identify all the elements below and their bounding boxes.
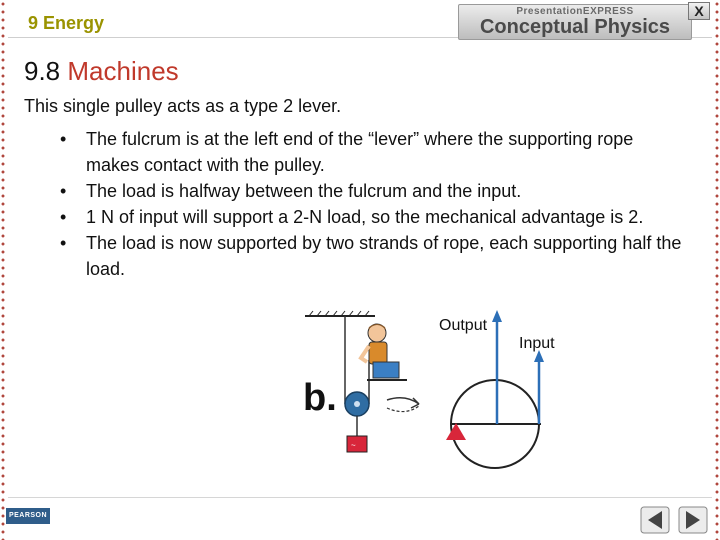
close-button[interactable]: X	[688, 2, 710, 20]
pulley-lever-figure	[295, 300, 595, 470]
left-dotted-border	[0, 0, 6, 540]
output-arrowhead-icon	[492, 310, 502, 322]
intro-text: This single pulley acts as a type 2 lever.	[24, 96, 342, 116]
bullet-item: • The load is now supported by two strands of rope, each supporting half the load.	[58, 230, 688, 282]
fulcrum-triangle-icon	[446, 423, 466, 440]
right-dotted-border	[714, 0, 720, 540]
brand-title: Conceptual Physics	[479, 16, 671, 38]
transform-arrow-icon	[387, 398, 419, 408]
person-illustration	[361, 324, 399, 378]
output-label: Output	[439, 317, 488, 334]
title-word: Machines	[67, 56, 179, 86]
input-label: Input	[519, 335, 555, 352]
brand-logo	[458, 4, 692, 40]
title-number: 9.8	[24, 56, 61, 86]
bullet-list	[58, 126, 688, 282]
bullet-item: • The load is halfway between the fulcrum and the input.	[58, 178, 688, 204]
next-slide-button[interactable]	[678, 506, 708, 534]
bullet-item: • 1 N of input will support a 2-N load, so the mechanical advantage is 2.	[58, 204, 688, 230]
header	[8, 4, 712, 38]
slide-title	[24, 56, 179, 87]
brand-subtitle: PresentationEXPRESS	[516, 6, 634, 17]
pulley-axle	[354, 401, 360, 407]
load-mark: ~	[351, 441, 356, 450]
bullet-item: • The fulcrum is at the left end of the “lever” where the supporting rope makes contact with the pulley.	[58, 126, 688, 178]
previous-slide-button[interactable]	[640, 506, 670, 534]
panel-label: b.	[303, 377, 337, 419]
publisher-logo: PEARSON	[6, 508, 50, 524]
chapter-label: 9 Energy	[28, 13, 105, 33]
footer-divider	[8, 497, 712, 498]
load-weight	[347, 436, 367, 452]
